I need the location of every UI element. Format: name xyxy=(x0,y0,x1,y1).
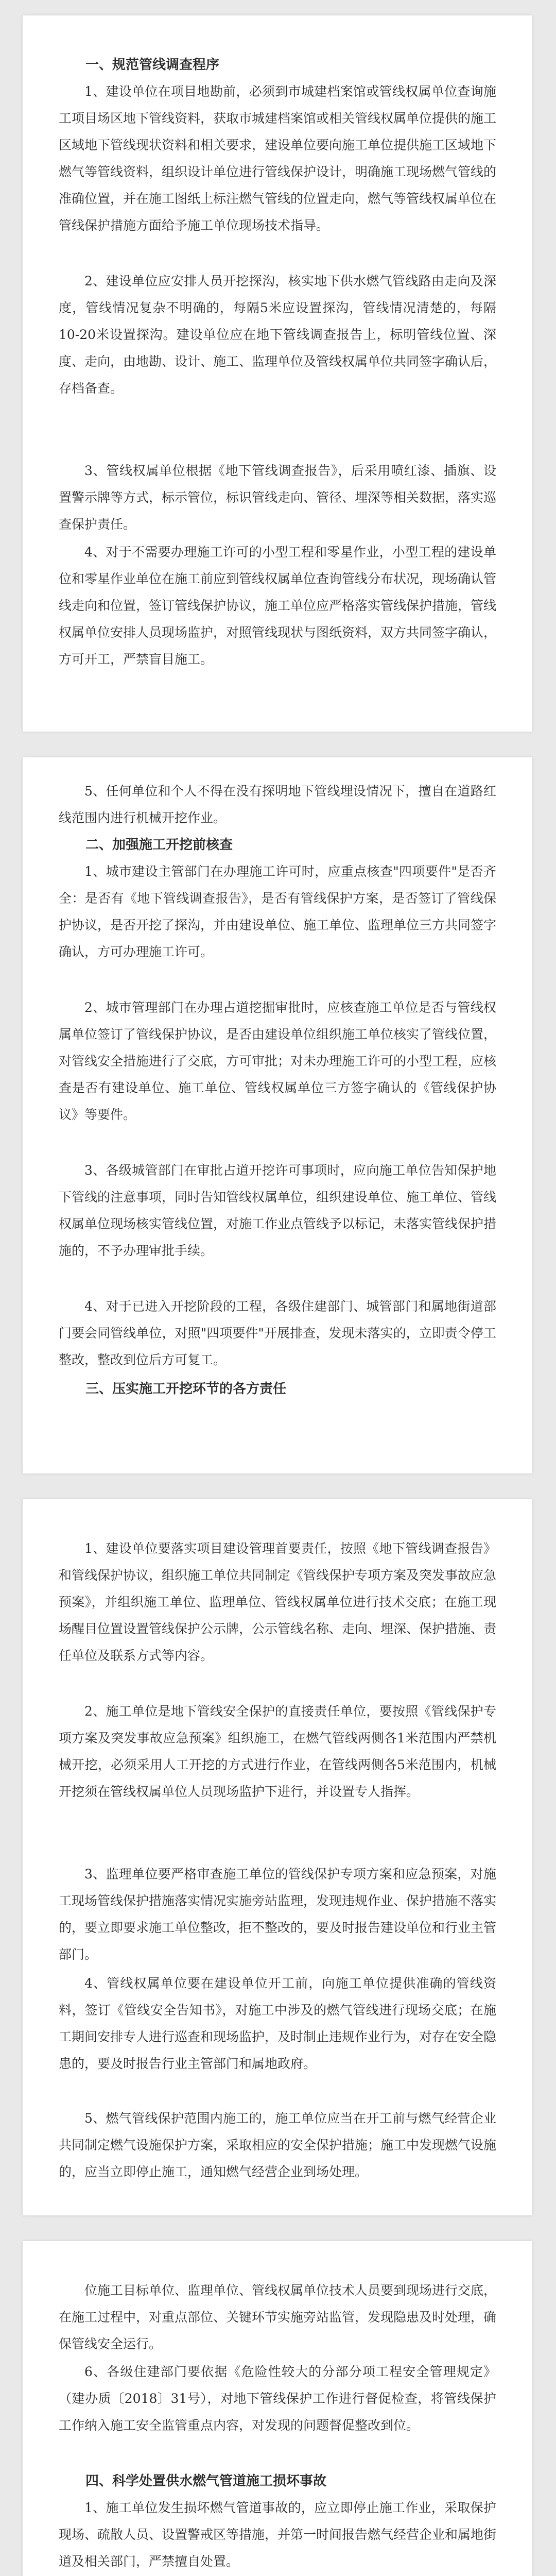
page-sheet-2 xyxy=(23,757,532,1473)
paragraph: 位施工目标单位、监理单位、管线权属单位技术人员要到现场进行交底，在施工过程中，对重点部位、关键环节实施旁站监管，发现隐患及时处理，确保管线安全运行。 xyxy=(59,2283,497,2351)
paragraph: 1、建设单位要落实项目建设管理首要责任，按照《地下管线调查报告》和管线保护协议，组织施工单位共同制定《管线保护专项方案及突发事故应急预案》，并组织施工单位、监理单位、管线权属单位进行技术交底；在施工现场醒目位置设置管线保护公示牌，公示管线名称、走向、埋深、保护措施、责任单位及联系方式等内容。 xyxy=(59,1541,497,1663)
paragraph: 4、管线权属单位要在建设单位开工前，向施工单位提供准确的管线资料，签订《管线安全告知书》，对施工中涉及的燃气管线进行现场交底；在施工期间安排专人进行巡查和现场监护，及时制止违规作业行为，对存在安全隐患的，要及时报告行业主管部门和属地政府。 xyxy=(59,1976,497,2071)
paragraph: 5、燃气管线保护范围内施工的，施工单位应当在开工前与燃气经营企业共同制定燃气设施保护方案，采取相应的安全保护措施；施工中发现燃气设施的，应当立即停止施工，通知燃气经营企业到场处理。 xyxy=(59,2111,497,2179)
paragraph: 4、对于已进入开挖阶段的工程，各级住建部门、城管部门和属地街道部门要会同管线单位，对照"四项要件"开展排查，发现未落实的，立即责令停工整改，整改到位后方可复工。 xyxy=(59,1299,496,1367)
paragraph: 2、建设单位应安排人员开挖探沟，核实地下供水燃气管线路由走向及深度，管线情况复杂不明确的，每隔5米应设置探沟，管线情况清楚的，每隔10-20米设置探沟。建设单位应在地下管线调查报告上，标明管线位置、深度、走向，由地勘、设计、施工、监理单位及管线权属单位共同签字确认后，存档备查。 xyxy=(59,274,497,396)
section-heading: 二、加强施工开挖前核查 xyxy=(85,837,233,853)
page-sheet-3 xyxy=(23,1499,532,2215)
section-heading: 三、压实施工开挖环节的各方责任 xyxy=(85,1381,287,1397)
paragraph: 1、建设单位在项目地勘前，必须到市城建档案馆或管线权属单位查询施工项目场区地下管线资料，获取市城建档案馆或相关管线权属单位提供的施工区域地下管线现状资料和相关要求，建设单位要向施工单位提供施工区域地下燃气等管线资料，组织设计单位进行管线保护设计，明确施工现场燃气管线的准确位置，并在施工图纸上标注燃气管线的位置走向，燃气等管线权属单位在管线保护措施方面给予施工单位现场技术指导。 xyxy=(59,84,497,233)
paragraph: 4、对于不需要办理施工许可的小型工程和零星作业，小型工程的建设单位和零星作业单位在施工前应到管线权属单位查询管线分布状况，现场确认管线走向和位置，签订管线保护协议，施工单位应严格落实管线保护措施，管线权属单位安排人员现场监护，对照管线现状与图纸资料，双方共同签字确认，方可开工，严禁盲目施工。 xyxy=(59,545,497,667)
paragraph: 2、施工单位是地下管线安全保护的直接责任单位，要按照《管线保护专项方案及突发事故应急预案》组织施工，在燃气管线两侧各1米范围内严禁机械开挖，必须采用人工开挖的方式进行作业，在管线两侧各5米范围内，机械开挖须在管线权属单位人员现场监护下进行，并设置专人指挥。 xyxy=(59,1704,496,1799)
paragraph: 5、任何单位和个人不得在没有探明地下管线埋设情况下，擅自在道路红线范围内进行机械开挖作业。 xyxy=(59,784,496,825)
paragraph: 3、各级城管部门在审批占道开挖许可事项时，应向施工单位告知保护地下管线的注意事项，同时告知管线权属单位，组织建设单位、施工单位、管线权属单位现场核实管线位置，对施工作业点管线予以标记，未落实管线保护措施的，不予办理审批手续。 xyxy=(59,1163,497,1258)
section-heading: 四、科学处置供水燃气管道施工损坏事故 xyxy=(85,2473,327,2489)
page-sheet-1 xyxy=(23,15,532,732)
paragraph: 1、施工单位发生损坏燃气管道事故的，应立即停止施工作业，采取保护现场、疏散人员、设置警戒区等措施，并第一时间报告燃气经营企业和属地街道及相关部门，严禁擅自处置。 xyxy=(59,2500,497,2569)
paragraph: 3、监理单位要严格审查施工单位的管线保护专项方案和应急预案，对施工现场管线保护措施落实情况实施旁站监理，发现违规作业、保护措施不落实的，要立即要求施工单位整改，拒不整改的，要及时报告建设单位和行业主管部门。 xyxy=(59,1867,497,1962)
paragraph: 6、各级住建部门要依据《危险性较大的分部分项工程安全管理规定》（建办质〔2018〕31号），对地下管线保护工作进行督促检查，将管线保护工作纳入施工安全监管重点内容，对发现的问题督促整改到位。 xyxy=(59,2364,496,2433)
section-heading: 一、规范管线调查程序 xyxy=(85,57,220,73)
page-sheet-4 xyxy=(23,2241,532,2576)
paragraph: 2、城市管理部门在办理占道挖掘审批时，应核查施工单位是否与管线权属单位签订了管线保护协议，是否由建设单位组织施工单位核实了管线位置，对管线安全措施进行了交底，方可审批；对未办理施工许可的小型工程，应核查是否有建设单位、施工单位、管线权属单位三方签字确认的《管线保护协议》等要件。 xyxy=(59,1000,497,1122)
paragraph: 1、城市建设主管部门在办理施工许可时，应重点核查"四项要件"是否齐全：是否有《地下管线调查报告》，是否有管线保护方案，是否签订了管线保护协议，是否开挖了探沟，并由建设单位、施工单位、监理单位三方共同签字确认，方可办理施工许可。 xyxy=(59,864,497,959)
paragraph: 3、管线权属单位根据《地下管线调查报告》，后采用喷红漆、插旗、设置警示牌等方式，标示管位，标识管线走向、管径、埋深等相关数据，落实巡查保护责任。 xyxy=(59,463,497,532)
